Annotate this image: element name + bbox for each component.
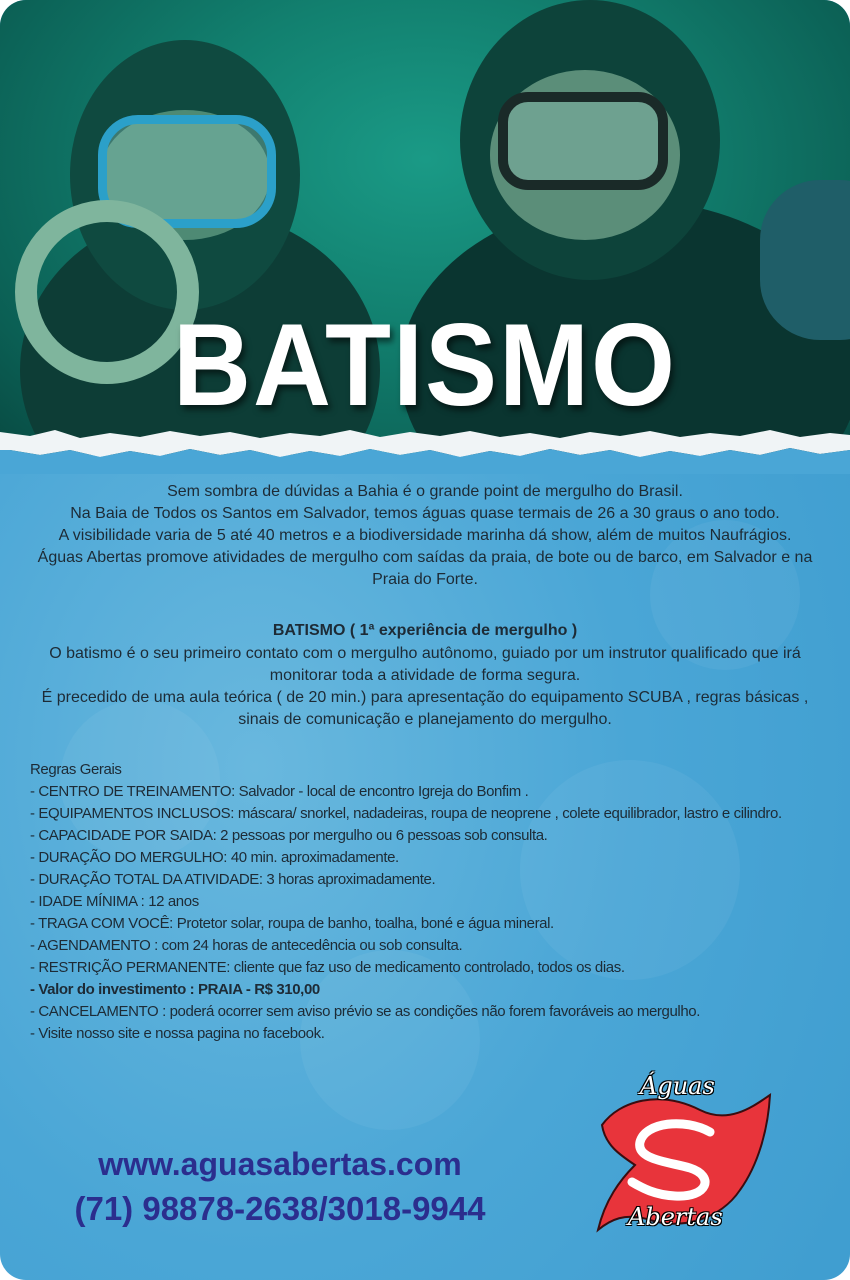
rule-item: - RESTRIÇÃO PERMANENTE: cliente que faz uso de medicamento controlado, todos os dias.	[30, 959, 625, 976]
phone-number: (71) 98878-2638/3018-9944	[74, 1190, 486, 1227]
rule-item: - EQUIPAMENTOS INCLUSOS: máscara/ snorkel, nadadeiras, roupa de neoprene , colete equilibrador, lastro e cilindro.	[30, 805, 782, 822]
intro-text	[20, 481, 830, 591]
website-link[interactable]: www.aguasabertas.com	[98, 1146, 462, 1182]
batismo-heading: BATISMO ( 1ª experiência de mergulho )	[272, 622, 578, 639]
rule-item-price: - Valor do investimento : PRAIA - R$ 310,00	[30, 981, 320, 998]
batismo-description	[20, 643, 830, 731]
diver-right-mask	[498, 92, 668, 190]
rule-item: - TRAGA COM VOCÊ: Protetor solar, roupa de banho, toalha, boné e água mineral.	[30, 915, 554, 932]
torn-paper-edge	[0, 424, 850, 474]
logo-text-top: Águas	[640, 1072, 715, 1100]
intro-line: A visibilidade varia de 5 até 40 metros e a biodiversidade marinha dá show, além de muitos Naufrágios.	[58, 527, 792, 544]
rule-item: - IDADE MÍNIMA : 12 anos	[30, 893, 199, 910]
intro-line: Na Baia de Todos os Santos em Salvador, temos águas quase termais de 26 a 30 graus o ano todo.	[70, 505, 780, 522]
logo-text-bottom: Abertas	[628, 1203, 723, 1231]
batismo-paragraph: É precedido de uma aula teórica ( de 20 min.) para apresentação do equipamento SCUBA , regras básicas , sinais de comunicação e planejamento do mergulho.	[41, 689, 809, 728]
intro-line: Águas Abertas promove atividades de mergulho com saídas da praia, de bote ou de barco, em Salvador e na Praia do Forte.	[37, 549, 813, 588]
batismo-paragraph: O batismo é o seu primeiro contato com o mergulho autônomo, guiado por um instrutor qualificado que irá monitorar toda a atividade de forma segura.	[49, 645, 801, 684]
rule-item: - DURAÇÃO TOTAL DA ATIVIDADE: 3 horas aproximadamente.	[30, 871, 436, 888]
general-rules	[30, 759, 830, 1045]
rule-item: - AGENDAMENTO : com 24 horas de antecedência ou sob consulta.	[30, 937, 463, 954]
rule-item: - CAPACIDADE POR SAIDA: 2 pessoas por mergulho ou 6 pessoas sob consulta.	[30, 827, 548, 844]
rules-heading: Regras Gerais	[30, 761, 122, 778]
rule-item: - CANCELAMENTO : poderá ocorrer sem aviso prévio se as condições não forem favoráveis ao mergulho.	[30, 1003, 700, 1020]
rule-item: - CENTRO DE TREINAMENTO: Salvador - local de encontro Igreja do Bonfim .	[30, 783, 529, 800]
divers-photo	[0, 0, 850, 455]
rule-item: - Visite nosso site e nossa pagina no facebook.	[30, 1025, 325, 1042]
intro-line: Sem sombra de dúvidas a Bahia é o grande point de mergulho do Brasil.	[167, 483, 683, 500]
rule-item: - DURAÇÃO DO MERGULHO: 40 min. aproximadamente.	[30, 849, 399, 866]
page-title: BATISMO	[173, 299, 677, 430]
